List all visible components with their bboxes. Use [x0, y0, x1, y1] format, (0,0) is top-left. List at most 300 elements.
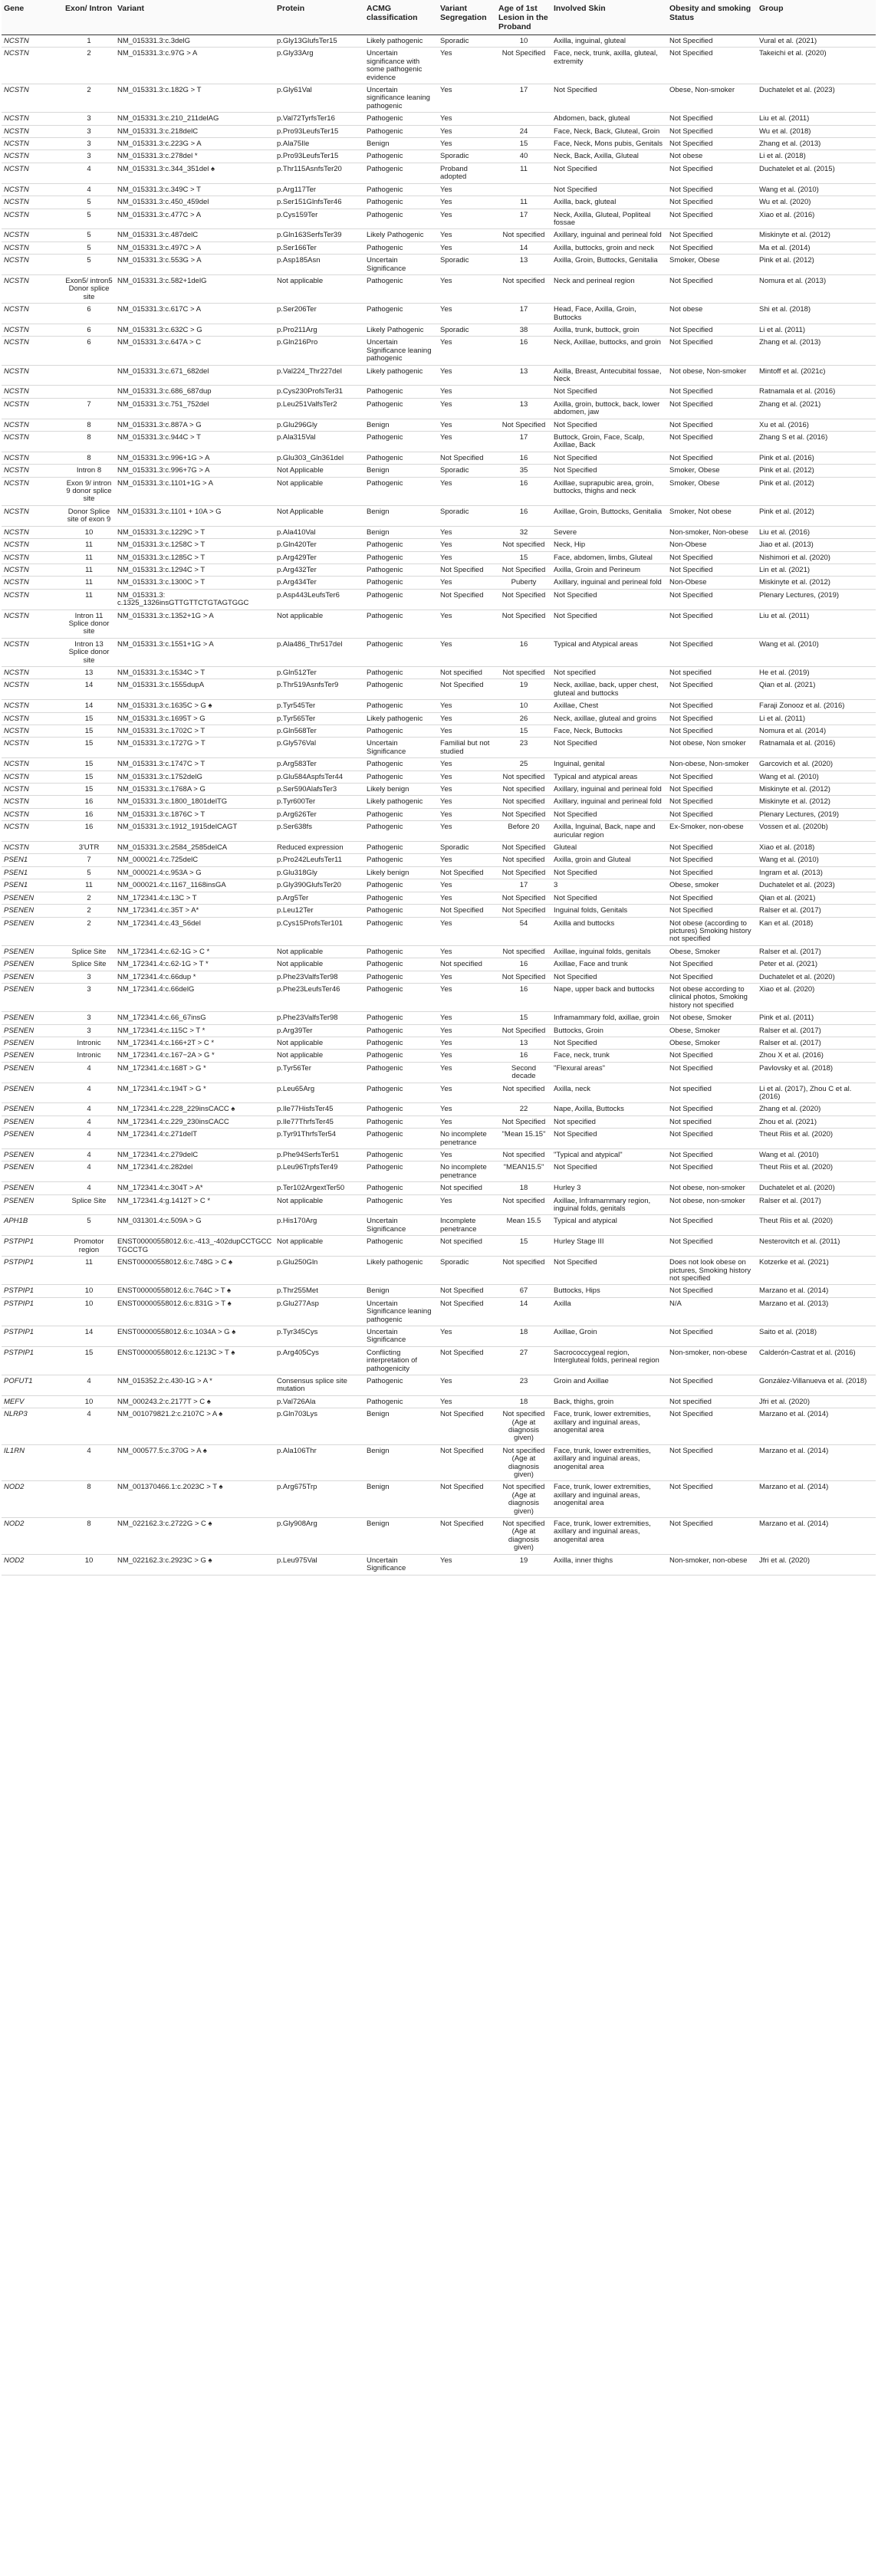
obesity-cell: Not Specified — [667, 1408, 757, 1445]
table-row — [2, 1481, 876, 1518]
protein-cell: Not applicable — [275, 274, 364, 303]
age-cell: 67 — [496, 1285, 551, 1297]
gene-cell: NCSTN — [2, 242, 63, 254]
table-row — [2, 452, 876, 464]
skin-cell: Axillae, Chest — [551, 700, 667, 712]
exon-cell: 5 — [63, 866, 115, 879]
table-row — [2, 725, 876, 738]
acmg-cell: Pathogenic — [364, 666, 438, 678]
segregation-cell: Yes — [438, 386, 496, 398]
protein-cell: Not applicable — [275, 945, 364, 958]
skin-cell: Axilla — [551, 1297, 667, 1326]
col-header: Involved Skin — [551, 0, 667, 35]
age-cell: "Mean 15.15" — [496, 1129, 551, 1149]
variant-cell: NM_015331.3:c.218delC — [115, 125, 275, 137]
skin-cell: Abdomen, back, gluteal — [551, 113, 667, 125]
segregation-cell: Yes — [438, 432, 496, 452]
obesity-cell: Non-obese, Non-smoker — [667, 758, 757, 770]
variant-cell: NM_015331.3:c.996+1G > A — [115, 452, 275, 464]
variant-cell: NM_172341.4:c.13C > T — [115, 892, 275, 904]
protein-cell: p.Ala315Val — [275, 432, 364, 452]
gene-cell: NOD2 — [2, 1554, 63, 1575]
protein-cell: p.Gln703Lys — [275, 1408, 364, 1445]
table-row — [2, 196, 876, 209]
skin-cell: Inguinal folds, Genitals — [551, 905, 667, 917]
exon-cell: 15 — [63, 784, 115, 796]
segregation-cell: Yes — [438, 84, 496, 113]
protein-cell: p.Ser590AlafsTer3 — [275, 784, 364, 796]
variant-cell: NM_015331.3:c.1727G > T — [115, 738, 275, 758]
segregation-cell: Not Specified — [438, 564, 496, 576]
variant-cell: NM_015331.3:c.349C > T — [115, 183, 275, 196]
segregation-cell: Familial but not studied — [438, 738, 496, 758]
skin-cell: Axillae, inguinal folds, genitals — [551, 945, 667, 958]
obesity-cell: Not Specified — [667, 712, 757, 724]
skin-cell: Typical and atypical — [551, 1215, 667, 1236]
segregation-cell: Yes — [438, 229, 496, 242]
exon-cell: 6 — [63, 324, 115, 336]
table-row — [2, 526, 876, 538]
group-cell: Peter et al. (2021) — [757, 958, 876, 971]
group-cell: Li et al. (2018) — [757, 150, 876, 163]
protein-cell: p.Tyr91ThrfsTer54 — [275, 1129, 364, 1149]
skin-cell: Not Specified — [551, 610, 667, 638]
segregation-cell: Not Specified — [438, 1444, 496, 1481]
variant-cell: NM_015331.3:c.1702C > T — [115, 725, 275, 738]
protein-cell: p.Ala410Val — [275, 526, 364, 538]
acmg-cell: Benign — [364, 1444, 438, 1481]
protein-cell: Not applicable — [275, 958, 364, 971]
acmg-cell: Pathogenic — [364, 1194, 438, 1215]
variant-cell: NM_172341.4:g.1412T > C * — [115, 1194, 275, 1215]
gene-cell: NCSTN — [2, 666, 63, 678]
group-cell: Ma et al. (2014) — [757, 242, 876, 254]
group-cell: Calderón-Castrat et al. (2016) — [757, 1346, 876, 1375]
table-row — [2, 539, 876, 551]
acmg-cell: Pathogenic — [364, 1062, 438, 1083]
exon-cell: 16 — [63, 821, 115, 842]
gene-cell: PSENEN — [2, 1129, 63, 1149]
gene-cell: NCSTN — [2, 564, 63, 576]
protein-cell: p.Arg432Ter — [275, 564, 364, 576]
group-cell: Li et al. (2011) — [757, 324, 876, 336]
acmg-cell: Likely pathogenic — [364, 1257, 438, 1285]
variant-cell: NM_015331.3:c.1800_1801delTG — [115, 796, 275, 808]
obesity-cell: Does not look obese on pictures, Smoking history not specified — [667, 1257, 757, 1285]
variant-cell: NM_015331.3:c.617C > A — [115, 304, 275, 324]
age-cell: Not Specified — [496, 610, 551, 638]
exon-cell: 15 — [63, 725, 115, 738]
obesity-cell: Not obese — [667, 150, 757, 163]
table-row — [2, 35, 876, 48]
group-cell: Ralser et al. (2017) — [757, 905, 876, 917]
table-row — [2, 1395, 876, 1408]
age-cell: 15 — [496, 551, 551, 564]
table-body — [2, 35, 876, 1576]
obesity-cell: Not Specified — [667, 1149, 757, 1162]
age-cell: Not specified (Age at diagnosis given) — [496, 1518, 551, 1555]
protein-cell: p.Ala106Thr — [275, 1444, 364, 1481]
skin-cell: Face, Neck, Back, Gluteal, Groin — [551, 125, 667, 137]
variant-cell: NM_172341.4:c.35T > A* — [115, 905, 275, 917]
variant-cell: NM_172341.4:c.166+2T > C * — [115, 1037, 275, 1049]
age-cell: 22 — [496, 1103, 551, 1116]
obesity-cell: N/A — [667, 1297, 757, 1326]
skin-cell: "Flexural areas" — [551, 1062, 667, 1083]
col-header: Age of 1st Lesion in the Proband — [496, 0, 551, 35]
gene-cell: NCSTN — [2, 796, 63, 808]
table-row — [2, 770, 876, 783]
group-cell: He et al. (2019) — [757, 666, 876, 678]
segregation-cell: Not specified — [438, 666, 496, 678]
variant-cell: NM_015331.3:c.1635C > G ♠ — [115, 700, 275, 712]
protein-cell: p.Cys159Ter — [275, 209, 364, 229]
segregation-cell: Yes — [438, 183, 496, 196]
obesity-cell: Not Specified — [667, 971, 757, 983]
acmg-cell: Pathogenic — [364, 125, 438, 137]
exon-cell: 4 — [63, 1375, 115, 1395]
table-row — [2, 1103, 876, 1116]
protein-cell: p.Asp185Asn — [275, 255, 364, 275]
exon-cell: 5 — [63, 242, 115, 254]
exon-cell: 15 — [63, 770, 115, 783]
acmg-cell: Pathogenic — [364, 564, 438, 576]
gene-cell: NCSTN — [2, 324, 63, 336]
skin-cell: Severe — [551, 526, 667, 538]
skin-cell: Not Specified — [551, 892, 667, 904]
segregation-cell: Yes — [438, 1375, 496, 1395]
age-cell: Not Specified — [496, 419, 551, 431]
gene-cell: NCSTN — [2, 125, 63, 137]
skin-cell: Face, abdomen, limbs, Gluteal — [551, 551, 667, 564]
age-cell: 15 — [496, 1012, 551, 1024]
skin-cell: Face, trunk, lower extremities, axillary and inguinal areas, anogenital area — [551, 1481, 667, 1518]
segregation-cell: Yes — [438, 712, 496, 724]
gene-cell: NCSTN — [2, 255, 63, 275]
variant-cell: NM_172341.4:c.167−2A > G * — [115, 1050, 275, 1062]
gene-cell: PSENEN — [2, 1162, 63, 1182]
skin-cell: 3 — [551, 879, 667, 892]
obesity-cell: Not Specified — [667, 138, 757, 150]
segregation-cell: Yes — [438, 398, 496, 419]
variant-cell: NM_015331.3:c.1352+1G > A — [115, 610, 275, 638]
age-cell: 11 — [496, 163, 551, 183]
table-row — [2, 229, 876, 242]
exon-cell: 4 — [63, 1444, 115, 1481]
obesity-cell: Not Specified — [667, 125, 757, 137]
skin-cell: Axillae, Groin — [551, 1326, 667, 1346]
group-cell: Ralser et al. (2017) — [757, 1194, 876, 1215]
skin-cell: Axilla, trunk, buttock, groin — [551, 324, 667, 336]
variant-cell: NM_000577.5:c.370G > A ♠ — [115, 1444, 275, 1481]
segregation-cell: Yes — [438, 209, 496, 229]
segregation-cell: Not Specified — [438, 679, 496, 700]
skin-cell: Face, neck, trunk — [551, 1050, 667, 1062]
age-cell: Not specified — [496, 539, 551, 551]
obesity-cell: Not Specified — [667, 564, 757, 576]
protein-cell: p.Tyr345Cys — [275, 1326, 364, 1346]
table-row — [2, 242, 876, 254]
variant-cell: NM_172341.4:c.271delT — [115, 1129, 275, 1149]
skin-cell: Axillary, inguinal and perineal fold — [551, 784, 667, 796]
segregation-cell: Sporadic — [438, 150, 496, 163]
table-row — [2, 365, 876, 386]
obesity-cell: Not Specified — [667, 551, 757, 564]
skin-cell: Axilla, inner thighs — [551, 1554, 667, 1575]
table-row — [2, 1050, 876, 1062]
gene-cell: NCSTN — [2, 48, 63, 84]
acmg-cell: Pathogenic — [364, 758, 438, 770]
group-cell: Xiao et al. (2018) — [757, 842, 876, 854]
skin-cell: Not Specified — [551, 738, 667, 758]
table-row — [2, 971, 876, 983]
segregation-cell: Yes — [438, 138, 496, 150]
variant-cell: NM_015331.3:c.223G > A — [115, 138, 275, 150]
acmg-cell: Pathogenic — [364, 398, 438, 419]
table-row — [2, 138, 876, 150]
exon-cell: 2 — [63, 48, 115, 84]
protein-cell: p.Cys230ProfsTer31 — [275, 386, 364, 398]
table-row — [2, 1236, 876, 1257]
obesity-cell: Not Specified — [667, 1481, 757, 1518]
age-cell: Not Specified — [496, 1116, 551, 1128]
skin-cell: Neck, axillae, back, upper chest, gluteal and buttocks — [551, 679, 667, 700]
segregation-cell: Yes — [438, 879, 496, 892]
table-row — [2, 386, 876, 398]
obesity-cell: Not Specified — [667, 1375, 757, 1395]
age-cell: 16 — [496, 1050, 551, 1062]
variant-cell: NM_015331.3:c.1300C > T — [115, 577, 275, 589]
age-cell: Not specified — [496, 1083, 551, 1103]
obesity-cell: Not Specified — [667, 48, 757, 84]
variant-cell: NM_015331.3:c.2584_2585delCA — [115, 842, 275, 854]
exon-cell: 7 — [63, 854, 115, 866]
exon-cell: 10 — [63, 1554, 115, 1575]
protein-cell: p.Phe23ValfsTer98 — [275, 1012, 364, 1024]
acmg-cell: Pathogenic — [364, 1083, 438, 1103]
segregation-cell: Not Specified — [438, 1518, 496, 1555]
group-cell: Pink et al. (2011) — [757, 1012, 876, 1024]
age-cell: 26 — [496, 712, 551, 724]
gene-cell: NCSTN — [2, 337, 63, 365]
age-cell: Not Specified — [496, 48, 551, 84]
skin-cell: Nape, upper back and buttocks — [551, 983, 667, 1011]
age-cell: Not specified — [496, 796, 551, 808]
obesity-cell: Not obese — [667, 304, 757, 324]
age-cell: 32 — [496, 526, 551, 538]
acmg-cell: Conflicting interpretation of pathogenicity — [364, 1346, 438, 1375]
variant-cell: NM_172341.4:c.279delC — [115, 1149, 275, 1162]
protein-cell: p.Leu65Arg — [275, 1083, 364, 1103]
skin-cell: Hurley 3 — [551, 1182, 667, 1194]
exon-cell: 2 — [63, 917, 115, 945]
protein-cell: p.Ser206Ter — [275, 304, 364, 324]
table-row — [2, 610, 876, 638]
table-row — [2, 1116, 876, 1128]
exon-cell: 8 — [63, 1518, 115, 1555]
table-row — [2, 1149, 876, 1162]
acmg-cell: Pathogenic — [364, 1050, 438, 1062]
variant-cell: NM_031301.4:c.509A > G — [115, 1215, 275, 1236]
variant-cell: ENST00000558012.6:c.-413_-402dupCCTGCCTGCCTG — [115, 1236, 275, 1257]
col-header: Protein — [275, 0, 364, 35]
group-cell: Garcovich et al. (2020) — [757, 758, 876, 770]
exon-cell: 15 — [63, 1346, 115, 1375]
group-cell: Mintoff et al. (2021c) — [757, 365, 876, 386]
protein-cell: Not applicable — [275, 1236, 364, 1257]
group-cell: Xiao et al. (2016) — [757, 209, 876, 229]
segregation-cell: Yes — [438, 945, 496, 958]
col-header: Variant Segregation — [438, 0, 496, 35]
variant-cell: NM_015331.3:c.1285C > T — [115, 551, 275, 564]
exon-cell: 4 — [63, 183, 115, 196]
col-header: Group — [757, 0, 876, 35]
table-row — [2, 1444, 876, 1481]
segregation-cell: Yes — [438, 1395, 496, 1408]
table-row — [2, 866, 876, 879]
segregation-cell: Yes — [438, 419, 496, 431]
variant-cell: NM_015331.3:c.97G > A — [115, 48, 275, 84]
table-row — [2, 589, 876, 610]
variant-cell: NM_172341.4:c.229_230insCACC — [115, 1116, 275, 1128]
protein-cell: p.Leu975Val — [275, 1554, 364, 1575]
age-cell: Not specified — [496, 1257, 551, 1285]
group-cell: Marzano et al. (2014) — [757, 1481, 876, 1518]
gene-cell: PSENEN — [2, 1103, 63, 1116]
acmg-cell: Pathogenic — [364, 209, 438, 229]
gene-cell: PSENEN — [2, 1116, 63, 1128]
exon-cell: 2 — [63, 84, 115, 113]
skin-cell: Not Specified — [551, 183, 667, 196]
skin-cell: Axilla, Inguinal, Back, nape and auricular region — [551, 821, 667, 842]
group-cell: Theut Riis et al. (2020) — [757, 1162, 876, 1182]
variant-cell: NM_015331.3:c.1229C > T — [115, 526, 275, 538]
exon-cell: 15 — [63, 738, 115, 758]
obesity-cell: Not Specified — [667, 432, 757, 452]
exon-cell: 15 — [63, 712, 115, 724]
variant-cell: NM_015331.3:c.497C > A — [115, 242, 275, 254]
obesity-cell: Not Specified — [667, 209, 757, 229]
gene-cell: NCSTN — [2, 638, 63, 666]
acmg-cell: Pathogenic — [364, 1236, 438, 1257]
protein-cell: p.Pro242LeufsTer11 — [275, 854, 364, 866]
acmg-cell: Pathogenic — [364, 1012, 438, 1024]
table-row — [2, 758, 876, 770]
variant-cell: NM_001079821.2:c.2107C > A ♠ — [115, 1408, 275, 1445]
obesity-cell: Not Specified — [667, 386, 757, 398]
table-row — [2, 1375, 876, 1395]
exon-cell: 3 — [63, 113, 115, 125]
obesity-cell: Ex-Smoker, non-obese — [667, 821, 757, 842]
protein-cell: p.Ser151GlnfsTer46 — [275, 196, 364, 209]
protein-cell: p.Glu584AspfsTer44 — [275, 770, 364, 783]
gene-cell: NCSTN — [2, 577, 63, 589]
variant-cell: NM_000021.4:c.725delC — [115, 854, 275, 866]
table-row — [2, 150, 876, 163]
gene-cell: PSENEN — [2, 917, 63, 945]
age-cell: Not Specified — [496, 1024, 551, 1037]
protein-cell: Consensus splice site mutation — [275, 1375, 364, 1395]
age-cell: "MEAN15.5" — [496, 1162, 551, 1182]
table-row — [2, 666, 876, 678]
group-cell: Marzano et al. (2014) — [757, 1444, 876, 1481]
header-row — [2, 0, 876, 35]
acmg-cell: Benign — [364, 1408, 438, 1445]
skin-cell: Neck, Hip — [551, 539, 667, 551]
exon-cell: 10 — [63, 526, 115, 538]
exon-cell: 10 — [63, 1297, 115, 1326]
segregation-cell: Sporadic — [438, 465, 496, 477]
segregation-cell: Yes — [438, 1194, 496, 1215]
exon-cell: 13 — [63, 666, 115, 678]
table-row — [2, 905, 876, 917]
variant-cell: NM_172341.4:c.66dup * — [115, 971, 275, 983]
age-cell: 38 — [496, 324, 551, 336]
group-cell: Faraji Zonooz et al. (2016) — [757, 700, 876, 712]
table-row — [2, 1326, 876, 1346]
obesity-cell: Smoker, Obese — [667, 477, 757, 505]
acmg-cell: Pathogenic — [364, 539, 438, 551]
group-cell: Nesterovitch et al. (2011) — [757, 1236, 876, 1257]
obesity-cell: Not Specified — [667, 113, 757, 125]
protein-cell: p.Gly61Val — [275, 84, 364, 113]
obesity-cell: Not Specified — [667, 196, 757, 209]
group-cell: Ralser et al. (2017) — [757, 1037, 876, 1049]
col-header: Variant — [115, 0, 275, 35]
variant-cell: NM_172341.4:c.62-1G > T * — [115, 958, 275, 971]
age-cell: 25 — [496, 758, 551, 770]
gene-cell: PSTPIP1 — [2, 1236, 63, 1257]
skin-cell: Gluteal — [551, 842, 667, 854]
age-cell — [496, 386, 551, 398]
segregation-cell: Not Specified — [438, 1408, 496, 1445]
group-cell: Duchatelet et al. (2020) — [757, 1182, 876, 1194]
variant-cell: NM_172341.4:c.228_229insCACC ♠ — [115, 1103, 275, 1116]
acmg-cell: Uncertain Significance — [364, 1215, 438, 1236]
table-row — [2, 1346, 876, 1375]
group-cell: Pink et al. (2012) — [757, 255, 876, 275]
age-cell: 18 — [496, 1182, 551, 1194]
col-header: ACMG classification — [364, 0, 438, 35]
table-row — [2, 337, 876, 365]
segregation-cell: Sporadic — [438, 842, 496, 854]
protein-cell: p.Pro211Arg — [275, 324, 364, 336]
gene-cell: PSENEN — [2, 983, 63, 1011]
skin-cell: Hurley Stage III — [551, 1236, 667, 1257]
table-row — [2, 700, 876, 712]
segregation-cell: Yes — [438, 1103, 496, 1116]
table-row — [2, 1037, 876, 1049]
group-cell: Takeichi et al. (2020) — [757, 48, 876, 84]
table-row — [2, 163, 876, 183]
variant-cell: NM_015331.3:c.1258C > T — [115, 539, 275, 551]
age-cell: Not Specified — [496, 808, 551, 820]
group-cell: Zhang et al. (2013) — [757, 138, 876, 150]
acmg-cell: Uncertain significance with some pathogenic evidence — [364, 48, 438, 84]
exon-cell: Splice Site — [63, 1194, 115, 1215]
variant-cell: NM_015331.3:c.477C > A — [115, 209, 275, 229]
group-cell: Theut Riis et al. (2020) — [757, 1129, 876, 1149]
age-cell: 23 — [496, 738, 551, 758]
age-cell: 15 — [496, 725, 551, 738]
skin-cell: Not Specified — [551, 589, 667, 610]
gene-cell: NCSTN — [2, 209, 63, 229]
skin-cell: Neck, Axillae, buttocks, and groin — [551, 337, 667, 365]
acmg-cell: Pathogenic — [364, 842, 438, 854]
skin-cell: Axilla and buttocks — [551, 917, 667, 945]
skin-cell: Axilla, groin and Gluteal — [551, 854, 667, 866]
gene-cell: PSTPIP1 — [2, 1297, 63, 1326]
